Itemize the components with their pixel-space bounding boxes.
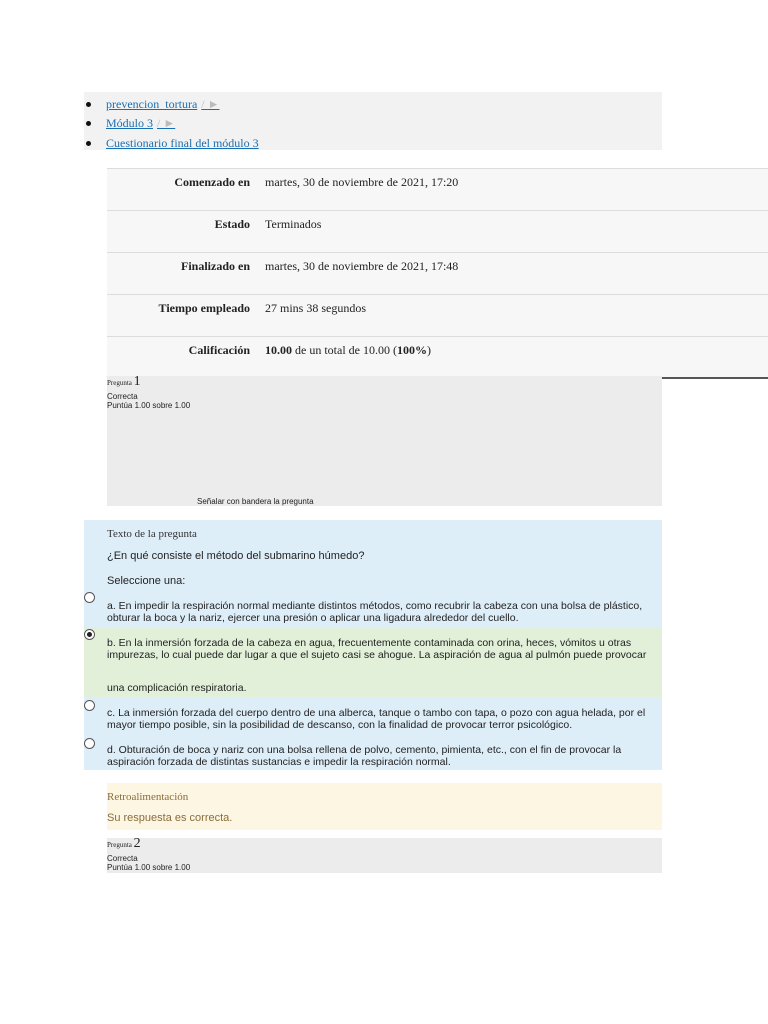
grade-percent: 100% [396, 343, 427, 357]
answer-option-text: c. La inmersión forzada del cuerpo dentro de una alberca, tanque o tambo con tapa, o pozo con agua helada, por el mayor tiempo posible, sin la posibilidad de descanso, con la finalidad de provocar terror psicológico. [107, 707, 646, 731]
summary-label: Comenzado en [174, 175, 250, 189]
breadcrumb-link-module[interactable]: Módulo 3 / ► [106, 116, 176, 130]
grade-score: 10.00 [265, 343, 292, 357]
bullet-icon [86, 102, 91, 107]
question-1-info [107, 376, 662, 506]
summary-row-grade [107, 336, 768, 379]
breadcrumb [84, 92, 662, 150]
radio-button[interactable] [84, 700, 95, 711]
breadcrumb-separator: / ► [157, 116, 176, 130]
answer-option-text: b. En la inmersión forzada de la cabeza en agua, frecuentemente contaminada con orina, heces, vómitos u otras impurezas, lo cual puede dar lugar a que el sujeto casi se ahogue. La aspiración de agua al pulmón puede provocar [107, 637, 647, 661]
answer-option-text: a. En impedir la respiración normal mediante distintos métodos, como recubrir la cabeza con una bolsa de plástico, obturar la boca y la nariz, ejercer una presión o aplicar una ligadura alrededor del cuello. [107, 600, 643, 624]
breadcrumb-separator: / ► [201, 97, 220, 111]
question-state: Correcta [107, 392, 138, 401]
bullet-icon [86, 141, 91, 146]
select-one-label: Seleccione una: [107, 575, 186, 587]
feedback-box [107, 783, 662, 830]
answer-option-text-continued: una complicación respiratoria. [107, 682, 247, 694]
radio-button-selected[interactable] [84, 629, 95, 640]
question-number: Pregunta 1 [107, 374, 141, 389]
question-number: Pregunta 2 [107, 836, 141, 851]
answer-option-a[interactable] [84, 590, 662, 626]
flag-question-link[interactable]: Señalar con bandera la pregunta [197, 497, 314, 506]
summary-row-started [107, 168, 768, 210]
question-grade: Puntúa 1.00 sobre 1.00 [107, 401, 191, 410]
summary-value: martes, 30 de noviembre de 2021, 17:20 [265, 175, 459, 189]
summary-label: Finalizado en [180, 259, 250, 273]
question-grade: Puntúa 1.00 sobre 1.00 [107, 863, 191, 872]
answer-option-c[interactable] [84, 698, 662, 734]
summary-value [265, 343, 431, 358]
summary-label: Estado [214, 217, 250, 231]
answer-option-b[interactable] [84, 627, 662, 697]
bullet-icon [86, 121, 91, 126]
summary-value: 27 mins 38 segundos [265, 301, 367, 315]
summary-value: martes, 30 de noviembre de 2021, 17:48 [265, 259, 459, 273]
grade-total: de un total de 10.00 ( [292, 343, 397, 357]
radio-button[interactable] [84, 592, 95, 603]
breadcrumb-link-quiz[interactable]: Cuestionario final del módulo 3 [106, 136, 259, 150]
radio-button[interactable] [84, 738, 95, 749]
breadcrumb-link-course[interactable]: prevencion_tortura / ► [106, 97, 220, 111]
summary-label: Tiempo empleado [158, 301, 250, 315]
summary-row-state [107, 210, 768, 252]
feedback-message: Su respuesta es correcta. [107, 812, 233, 824]
answer-option-text: d. Obturación de boca y nariz con una bolsa rellena de polvo, cemento, pimienta, etc., con el fin de provocar la aspiración forzada de distintas sustancias e impedir la respiración normal. [107, 744, 622, 768]
summary-row-finished [107, 252, 768, 294]
summary-row-time [107, 294, 768, 336]
feedback-heading: Retroalimentación [107, 791, 189, 803]
summary-value: Terminados [265, 217, 322, 231]
question-state: Correcta [107, 854, 138, 863]
question-prompt: ¿En qué consiste el método del submarino húmedo? [107, 550, 365, 562]
summary-label: Calificación [188, 343, 250, 357]
attempt-summary-table [107, 168, 768, 379]
answer-option-d[interactable] [84, 736, 662, 770]
question-2-info [107, 838, 662, 873]
question-text-heading: Texto de la pregunta [107, 528, 197, 540]
grade-close: ) [426, 343, 431, 357]
